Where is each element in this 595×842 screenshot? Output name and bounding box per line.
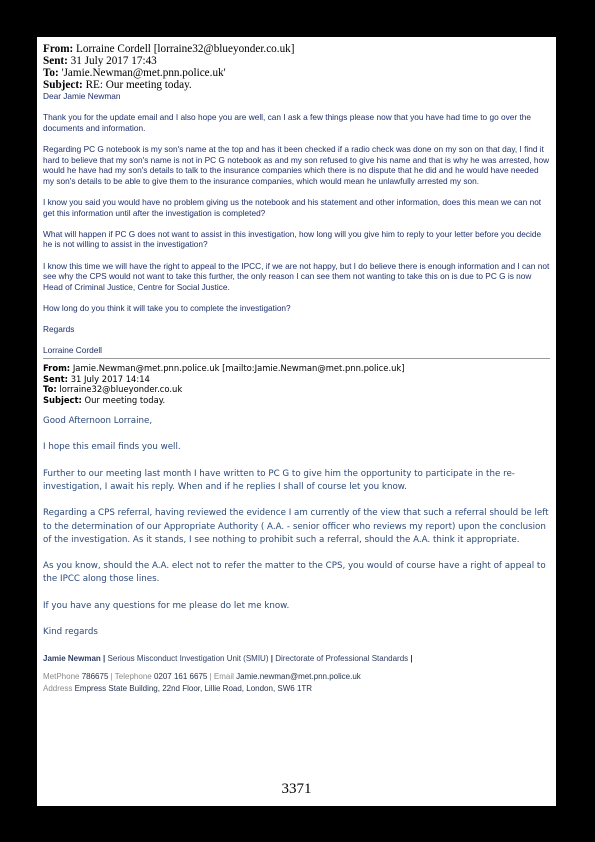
email2-from: Jamie.Newman@met.pnn.police.uk [mailto:Jamie.Newman@met.pnn.police.uk]	[72, 362, 405, 373]
page-number: 3371	[281, 781, 312, 797]
email1-paragraph: Regarding PC G notebook is my son's name at the top and has it been checked if a radio check was done on my son on that day, I find it hard to believe that my son's name is not in PC G notebook as and my son refused to give his name and that is why he was arrested, how would he have had my son's details to talk to the insurance companies which there is no dispute that he did and he would have needed my son's details to be able to give them to the insurance companies, which would mean he unlawfully arrested my son.	[43, 143, 550, 186]
signature-unit: Serious Misconduct Investigation Unit (SMIU)	[107, 653, 269, 663]
document-page	[37, 37, 556, 806]
email2-from-line	[43, 363, 550, 374]
email1-subject: RE: Our meeting today.	[85, 79, 192, 91]
address-label: Address	[43, 683, 73, 693]
email2-greeting: Good Afternoon Lorraine,	[43, 416, 153, 427]
signature-address-line	[43, 683, 550, 695]
separator: |	[103, 653, 106, 663]
email2-paragraph: Regarding a CPS referral, having reviewed the evidence I am currently of the view that such a referral should be left to the determination of our Appropriate Authority ( A.A. - senior officer who reviews my report) upon the conclusion of the investigation. As it stands, I see nothing to prohibit such a referral, should the A.A. think it appropriate.	[43, 508, 549, 545]
email2-sent: 31 July 2017 14:14	[70, 373, 150, 384]
separator: |	[110, 672, 113, 682]
email2-header	[43, 363, 550, 406]
email1-header	[43, 43, 550, 91]
email1-to-line	[43, 67, 550, 79]
email1-paragraph: How long do you think it will take you to complete the investigation?	[43, 302, 291, 313]
email1-to: 'Jamie.Newman@met.pnn.police.uk'	[61, 67, 226, 79]
email1-paragraph: Thank you for the update email and I also hope you are well, can I ask a few things please now that you have had time to go over the documents and information.	[43, 112, 531, 133]
email2-paragraph: As you know, should the A.A. elect not to refer the matter to the CPS, you would of course have a right of appeal to the IPCC along those lines.	[43, 561, 546, 585]
email2-subject: Our meeting today.	[84, 395, 166, 406]
metphone-value: 786675	[81, 672, 109, 682]
email2-body	[43, 415, 550, 639]
metphone-label: MetPhone	[43, 672, 80, 682]
from-label: From:	[43, 43, 74, 55]
email2-paragraph: I hope this email finds you well.	[43, 442, 181, 453]
email1-from-line	[43, 43, 550, 55]
email1-from: Lorraine Cordell [lorraine32@blueyonder.co.uk]	[76, 43, 295, 55]
email1-greeting: Dear Jamie Newman	[43, 91, 121, 101]
email2-paragraph: Further to our meeting last month I have written to PC G to give him the opportunity to participate in the re-investigation, I await his reply. When and if he replies I shall of course let you know.	[43, 468, 515, 493]
email1-body	[43, 91, 550, 356]
separator: |	[410, 653, 413, 663]
separator: |	[270, 653, 273, 663]
email2-signoff: Kind regards	[43, 627, 98, 638]
email1-sent-line	[43, 55, 550, 67]
to-label: To:	[43, 67, 59, 79]
sent-label: Sent:	[43, 55, 68, 67]
subject-label: Subject:	[43, 79, 83, 91]
email-link[interactable]: Jamie.newman@met.pnn.police.uk	[236, 672, 361, 682]
email1-signoff: Regards	[43, 324, 75, 335]
signature-title-line	[43, 653, 550, 665]
email1-paragraph: What will happen if PC G does not want to assist in this investigation, how long will you give him to reply to your letter before you decide he is not willing to assist in the investigation?	[43, 228, 542, 250]
separator: |	[209, 672, 212, 682]
email1-paragraph: I know you said you would have no problem giving us the notebook and his statement and other information, does this mean we can not get this information until after the investigation is completed?	[43, 196, 542, 218]
subject-label: Subject:	[43, 395, 82, 406]
email2-to-line	[43, 384, 550, 395]
email1-signature-name: Lorraine Cordell	[43, 345, 103, 356]
signature-name: Jamie Newman	[43, 653, 101, 663]
email-separator	[43, 358, 550, 359]
telephone-label: Telephone	[114, 672, 152, 682]
email2-signature	[43, 653, 550, 695]
email2-subject-line	[43, 395, 550, 406]
email2-sent-line	[43, 374, 550, 385]
email1-subject-line	[43, 79, 550, 91]
signature-contact-line	[43, 671, 550, 683]
address-value: Empress State Building, 22nd Floor, Lillie Road, London, SW6 1TR	[74, 683, 313, 693]
from-label: From:	[43, 362, 71, 373]
email-label: Email	[213, 672, 234, 682]
email2-paragraph: If you have any questions for me please do let me know.	[43, 600, 290, 611]
telephone-value: 0207 161 6675	[153, 672, 208, 682]
email2-to: lorraine32@blueyonder.co.uk	[59, 384, 183, 395]
signature-directorate: Directorate of Professional Standards	[275, 653, 409, 663]
email1-paragraph: I know this time we will have the right to appeal to the IPCC, if we are not happy, but I do believe there is enough information and I can not see why the CPS would not want to take this further, the only reason I can see them not wanting to take this on is due to PC G is now Head of Criminal Justice, Centre for Social Justice.	[43, 260, 550, 292]
sent-label: Sent:	[43, 373, 69, 384]
to-label: To:	[43, 384, 57, 395]
email1-sent: 31 July 2017 17:43	[70, 55, 157, 67]
